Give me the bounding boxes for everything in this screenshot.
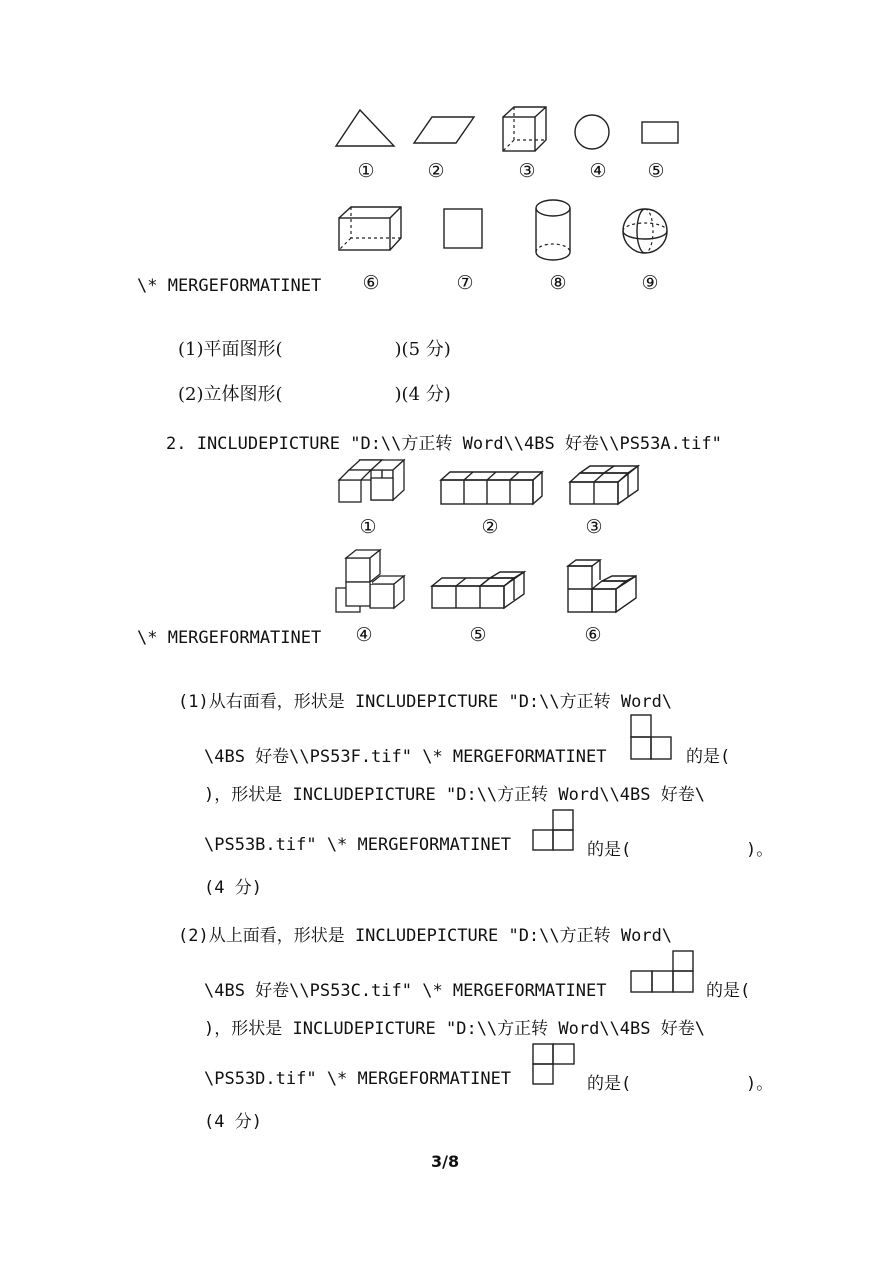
label-7: ⑦ [456,272,474,294]
label-9: ⑨ [641,272,659,294]
q2-p2-line5: (4 分) [204,1112,262,1132]
q2-p1-line4c: )。 [746,840,774,860]
view-shape-c [630,950,700,1000]
cube-label-6: ⑥ [584,624,602,646]
label-2: ② [427,160,445,182]
q2-p2-line4c: )。 [746,1074,774,1094]
question-2-header: 2. INCLUDEPICTURE "D:\\方正转 Word\\4BS 好卷\\PS53A.tif" [166,434,722,454]
merge-field-text-2: \* MERGEFORMATINET [137,628,322,648]
page-number: 3/8 [431,1152,460,1171]
q2-p2-line3: )，形状是 INCLUDEPICTURE "D:\\方正转 Word\\4BS 好卷\ [204,1019,705,1039]
q2-p1-line3: )，形状是 INCLUDEPICTURE "D:\\方正转 Word\\4BS 好卷\ [204,785,705,805]
q2-p2-line1: (2)从上面看，形状是 INCLUDEPICTURE "D:\\方正转 Word\ [178,926,673,946]
q2-p1-line1: (1)从右面看，形状是 INCLUDEPICTURE "D:\\方正转 Word\ [178,692,673,712]
view-shape-b [532,808,582,868]
cube-label-3: ③ [585,516,603,538]
sub2-end: )(4 分) [394,384,451,405]
q2-p1-line5: (4 分) [204,878,262,898]
sub1-text: (1)平面图形( [178,339,283,360]
q2-p2-line2b: 的是( [706,981,751,1001]
view-shape-f [630,713,680,773]
q2-p2-line2a: \4BS 好卷\\PS53C.tif" \* MERGEFORMATINET [204,981,607,1001]
label-4: ④ [589,160,607,182]
label-1: ① [357,160,375,182]
label-6: ⑥ [362,272,380,294]
label-3: ③ [518,160,536,182]
cube-label-2: ② [481,516,499,538]
cube-label-4: ④ [355,624,373,646]
view-shape-d [532,1043,582,1093]
q2-p1-line2a: \4BS 好卷\\PS53F.tif" \* MERGEFORMATINET [204,747,607,767]
label-5: ⑤ [647,160,665,182]
sub1-end: )(5 分) [394,339,451,360]
q2-p1-line4b: 的是( [587,840,632,860]
merge-field-text: \* MERGEFORMATINET [137,276,322,296]
q2-p2-line4b: 的是( [587,1074,632,1094]
cube-label-5: ⑤ [469,624,487,646]
q2-p1-line2b: 的是( [686,747,731,767]
q2-p2-line4a: \PS53D.tif" \* MERGEFORMATINET [204,1069,512,1089]
cube-label-1: ① [359,516,377,538]
q2-p1-line4a: \PS53B.tif" \* MERGEFORMATINET [204,835,512,855]
label-8: ⑧ [549,272,567,294]
sub2-text: (2)立体图形( [178,384,283,405]
